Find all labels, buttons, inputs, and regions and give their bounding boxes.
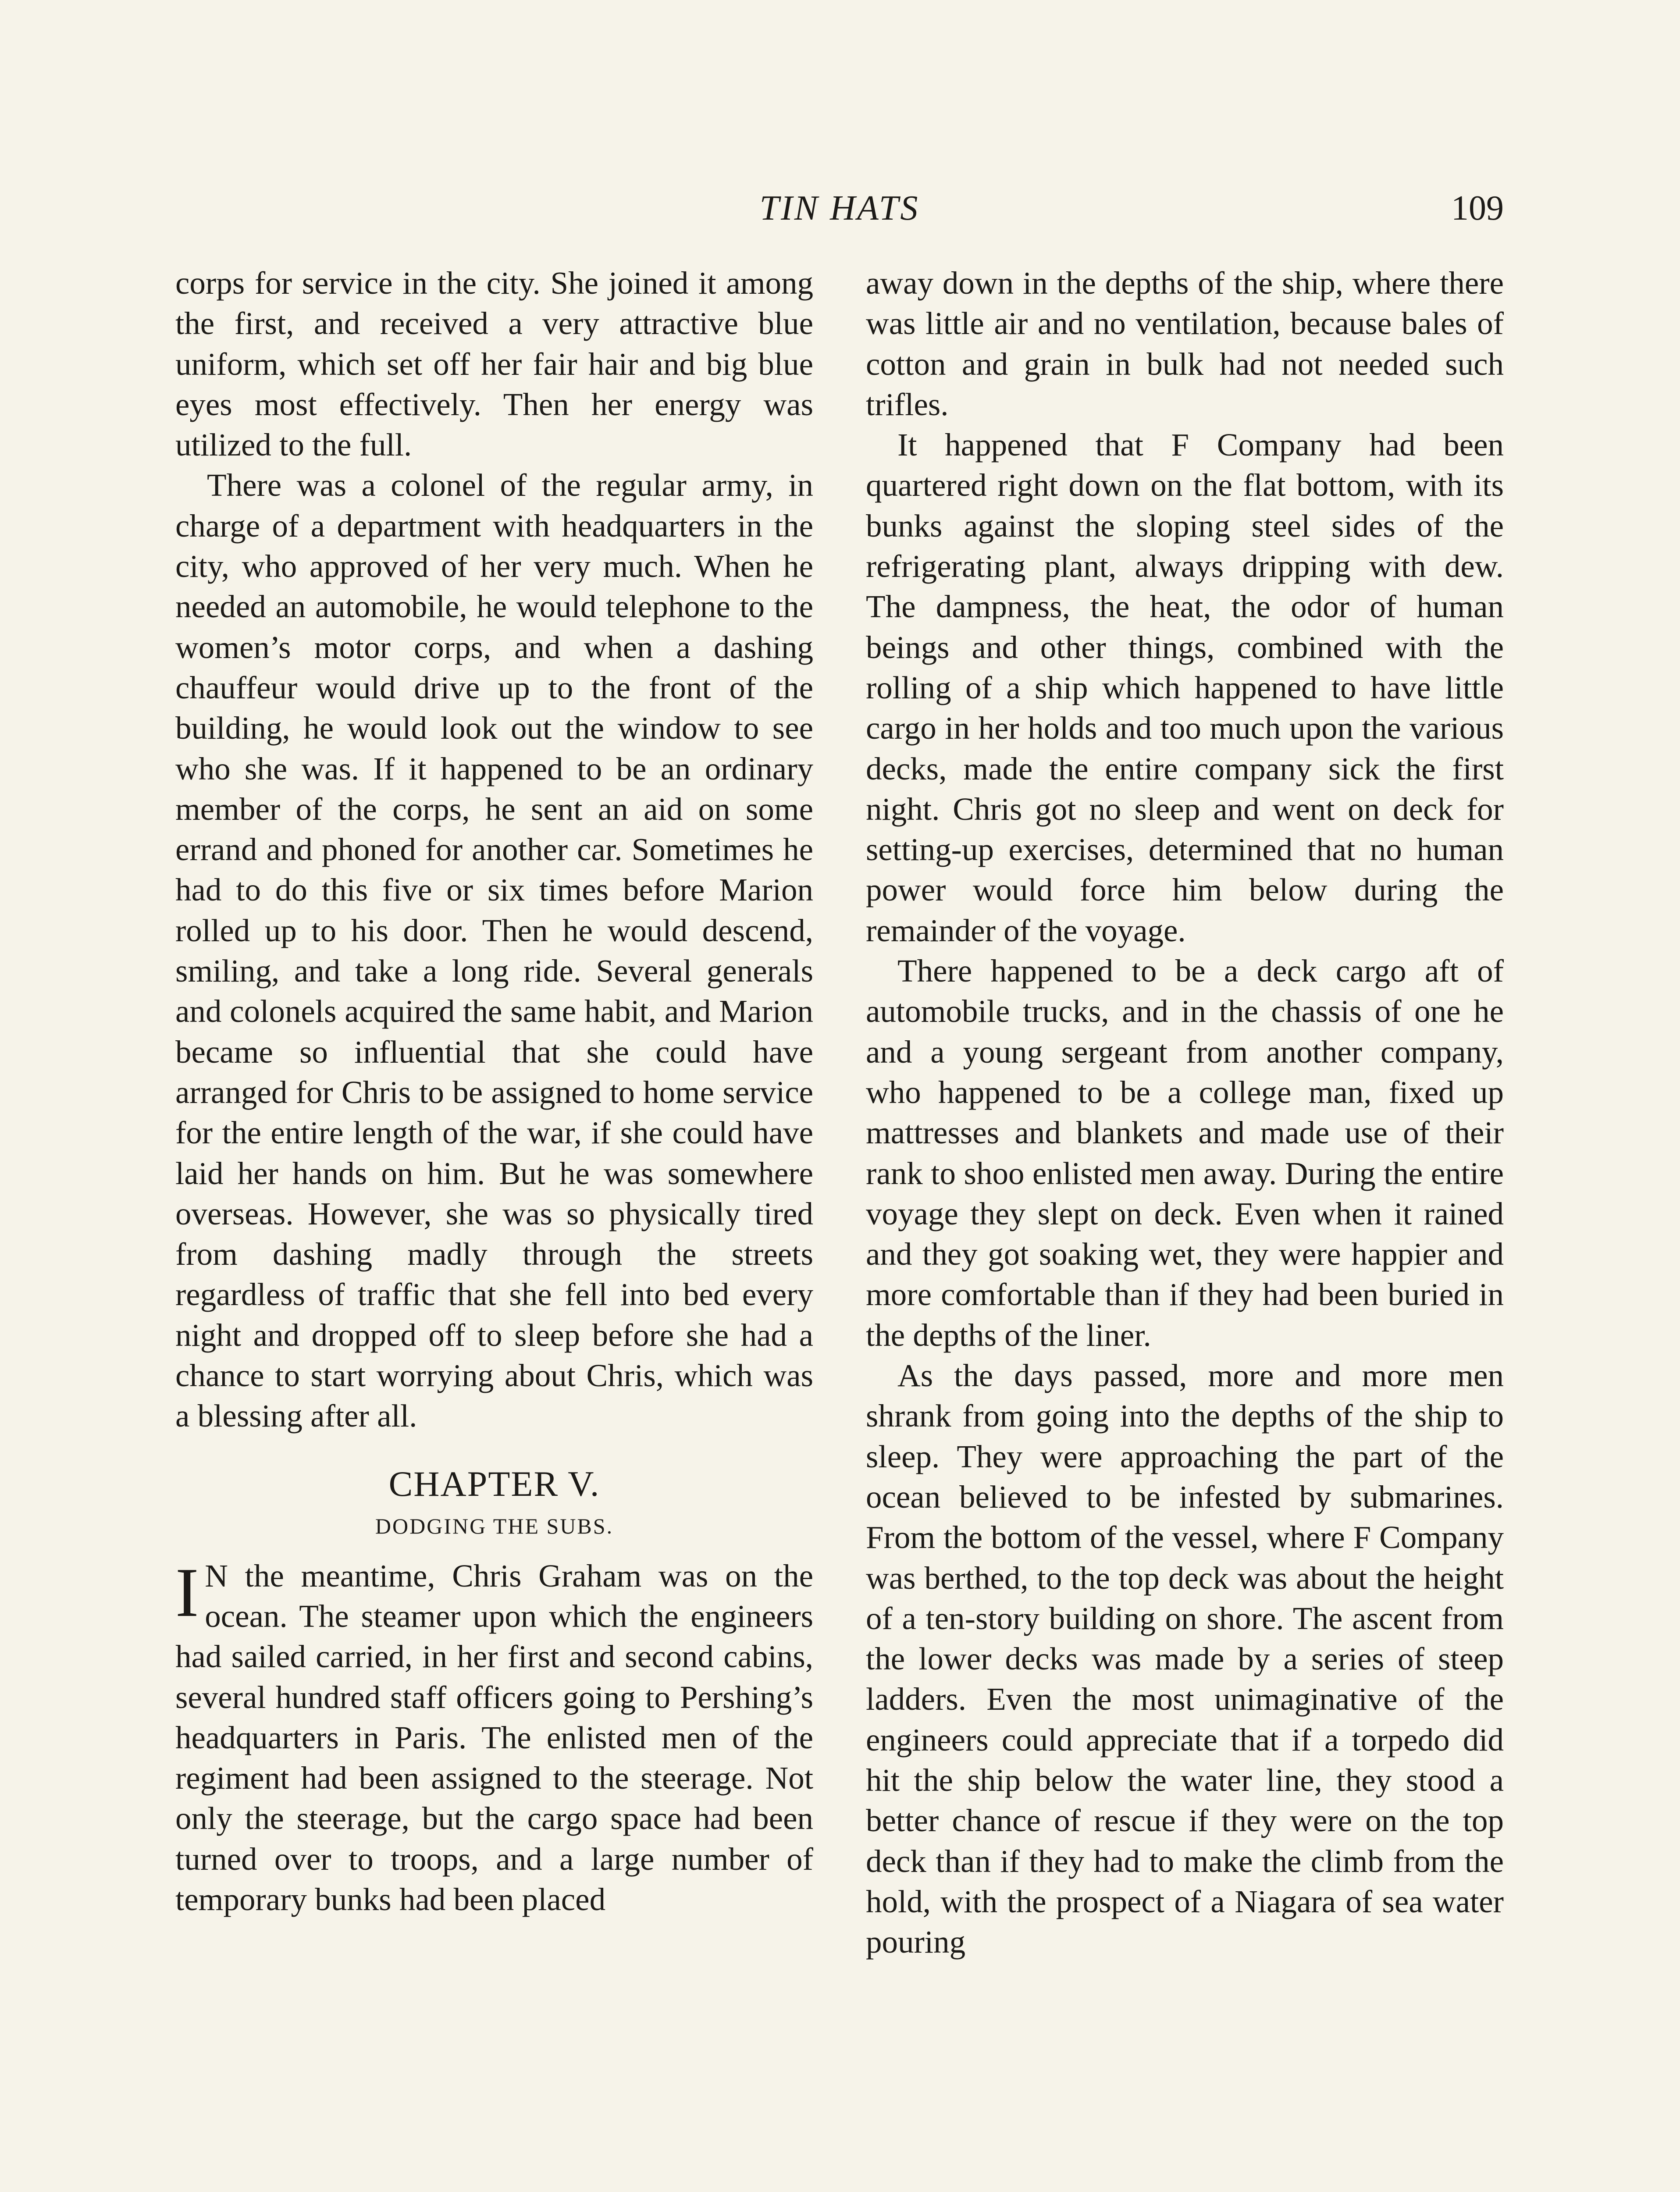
chapter-opening-paragraph [175, 1553, 813, 1920]
paragraph: As the days passed, more and more men shrank from going into the depths of the ship to sleep. They were approaching the part of the ocean believed to be infested by submarines. From the bottom of the vessel, where F Company was berthed, to the top deck was about the height of a ten-story building on shore. The ascent from the lower decks was made by a series of steep ladders. Even the most unimaginative of the engineers could appreciate that if a torpedo did hit the ship below the water line, they stood a better chance of rescue if they were on the top deck than if they had to make the climb from the hold, with the prospect of a Niagara of sea water pouring [866, 1358, 1504, 1960]
chapter-subtitle: DODGING THE SUBS. [375, 1513, 614, 1538]
running-title: TIN HATS [759, 189, 920, 228]
right-column [866, 263, 1504, 1962]
paragraph: There happened to be a deck cargo aft of automobile trucks, and in the chassis of one he and a young sergeant from another company, who happened to be a college man, fixed up mattresses and blankets and made use of their rank to shoo enlisted men away. During the entire voyage they slept on deck. Even when it rained and they got soaking wet, they were happier and more comfortable than if they had been buried in the depths of the liner. [866, 953, 1504, 1353]
left-column [175, 263, 813, 1920]
paragraph: away down in the depths of the ship, where there was little air and no ventilation, because bales of cotton and grain in bulk had not needed such trifles. [866, 265, 1504, 422]
chapter-opening-text: N the meantime, Chris Graham was on the ocean. The steamer upon which the engineers had sailed carried, in her first and second cabins, several hundred staff officers going to Pershing’s headquarters in Paris. The enlisted men of the regiment had been assigned to the steerage. Not only the steerage, but the cargo space had been turned over to troops, and a large number of temporary bunks had been placed [175, 1558, 813, 1917]
paragraph: There was a colonel of the regular army, in charge of a department with headquarters in the city, who approved of her very much. When he needed an automobile, he would telephone to the women’s motor corps, and when a dashing chauffeur would drive up to the front of the building, he would look out the window to see who she was. If it happened to be an ordinary member of the corps, he sent an aid on some errand and phoned for another car. Sometimes he had to do this five or six times before Marion rolled up to his door. Then he would descend, smiling, and take a long ride. Several generals and colonels acquired the same habit, and Marion became so influential that she could have arranged for Chris to be assigned to home service for the entire length of the war, if she could have laid her hands on him. But he was somewhere overseas. However, she was so physically tired from dashing madly through the streets regardless of traffic that she fell into bed every night and dropped off to sleep before she had a chance to start worrying about Chris, which was a blessing after all. [175, 467, 813, 1434]
running-head [175, 184, 1504, 232]
paragraph: corps for service in the city. She joined it among the first, and received a very attractive blue uniform, which set off her fair hair and big blue eyes most effectively. Then her energy was utilized to the full. [175, 265, 813, 463]
paragraph: It happened that F Company had been quartered right down on the flat bottom, with its bunks against the sloping steel sides of the refrigerating plant, always dripping with dew. The dampness, the heat, the odor of human beings and other things, combined with the rolling of a ship which happened to have little cargo in her holds and too much upon the various decks, made the entire company sick the first night. Chris got no sleep and went on deck for setting-up exercises, determined that no human power would force him below during the remainder of the voyage. [866, 427, 1504, 948]
drop-cap: I [175, 1553, 199, 1631]
page-number: 109 [1451, 189, 1504, 228]
chapter-heading: CHAPTER V. [388, 1463, 600, 1504]
